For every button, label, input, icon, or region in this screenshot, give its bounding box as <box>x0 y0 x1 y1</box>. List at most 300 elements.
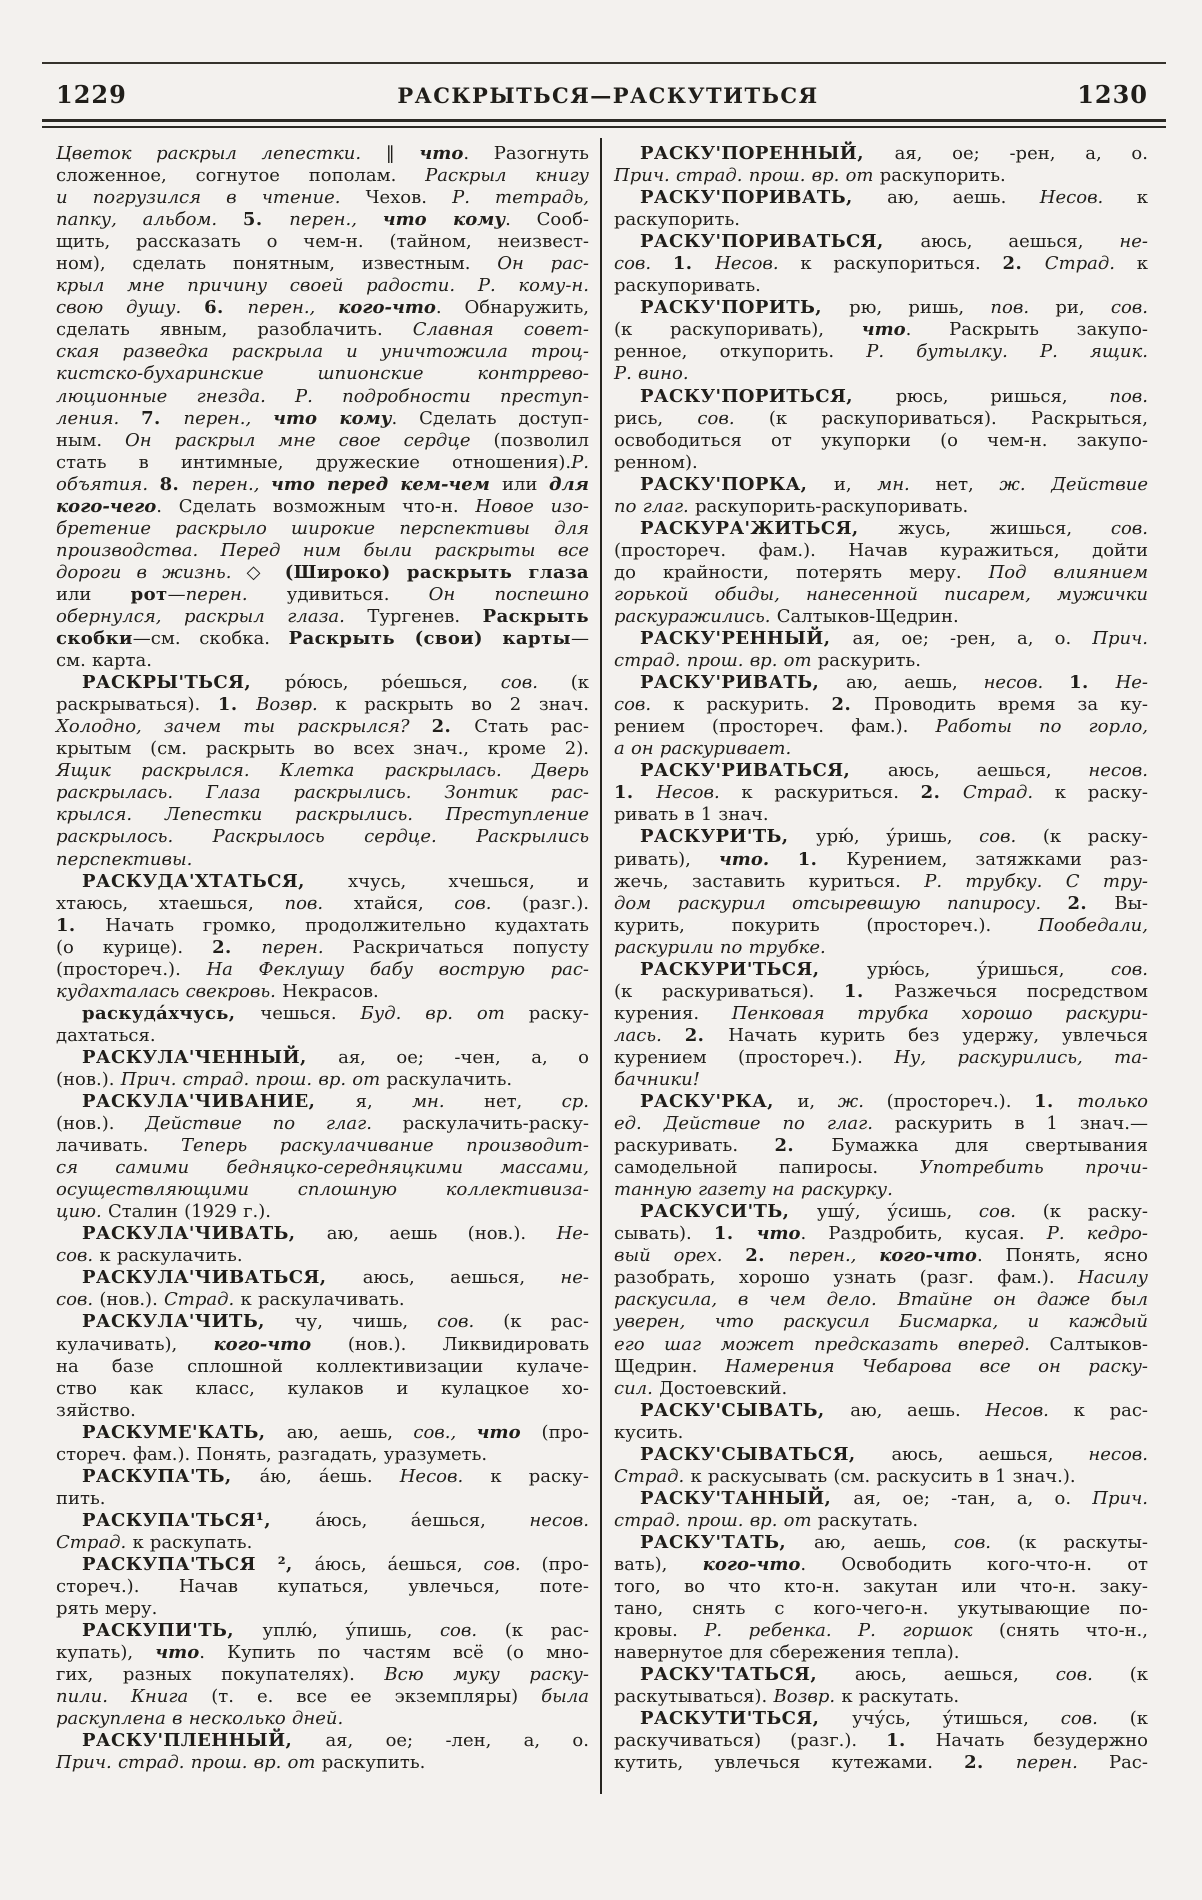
headword-or-sense-number: 2. <box>920 782 963 804</box>
headword-or-sense-number: РАСКУ'ТАТЬ, <box>640 1531 814 1553</box>
dictionary-line <box>56 893 589 915</box>
dictionary-line <box>614 1686 1148 1708</box>
text-segment: раскулачить-раску- <box>402 1113 589 1135</box>
dictionary-line <box>56 1730 589 1752</box>
dictionary-line <box>614 1157 1148 1179</box>
text-segment: несов. <box>1088 760 1148 782</box>
text-segment: ◇ <box>246 561 285 583</box>
text-segment: Раскричаться попусту <box>352 936 589 958</box>
text-segment: Р. вино. <box>614 363 689 385</box>
text-segment: сов. <box>437 1311 504 1333</box>
text-segment: жусь, жишься, <box>898 517 1111 539</box>
text-segment: . Разогнуть <box>463 143 589 164</box>
text-segment: танную газету на раскурку. <box>614 1179 893 1201</box>
headword-or-sense-number: РАСКУЛА'ЧИВАНИЕ, <box>82 1091 356 1113</box>
headword-or-sense-number: 1. <box>886 1730 936 1752</box>
dictionary-line <box>614 1730 1148 1752</box>
text-segment: аю, аешь, <box>286 1421 414 1443</box>
text-segment: что <box>419 143 464 164</box>
text-segment: рюсь, ришься, <box>895 385 1110 407</box>
text-segment: ро́юсь, ро́ешься, <box>284 672 501 694</box>
text-segment: его шаг может предсказать вперед. <box>614 1333 1050 1355</box>
dictionary-line <box>56 165 589 187</box>
dictionary-line <box>56 1245 589 1267</box>
text-segment: Ящик раскрылся. Клетка раскрылась. Дверь <box>56 760 589 782</box>
text-segment: уверен, что раскусил Бисмарка, и каждый <box>614 1311 1148 1333</box>
text-segment: (простореч.). <box>886 1091 1035 1113</box>
text-segment: аю, аешь, <box>814 1531 954 1553</box>
headword-or-sense-number: скобки <box>56 628 133 650</box>
dictionary-line <box>56 1554 589 1576</box>
text-segment: Р. <box>571 451 589 473</box>
text-segment: (нов.). <box>99 1289 165 1311</box>
text-segment: (к рас- <box>504 1620 589 1642</box>
text-segment: что <box>756 1223 801 1245</box>
dictionary-line <box>614 716 1148 738</box>
headword-or-sense-number: 1. <box>797 848 847 870</box>
text-segment: раскурили по трубке. <box>614 936 826 958</box>
headword-or-sense-number: 2. <box>431 716 475 738</box>
text-segment: пов. <box>1109 385 1148 407</box>
text-segment: самодельной папиросы. <box>614 1157 920 1179</box>
text-segment: купать), <box>56 1642 156 1664</box>
dictionary-line <box>614 386 1148 408</box>
text-segment: Ну, раскурились, та- <box>894 1046 1149 1068</box>
text-segment: Начать курить без удержу, увлечься <box>728 1024 1148 1046</box>
text-segment: объятия. <box>56 473 160 495</box>
text-segment: а́ю, а́ешь. <box>259 1465 400 1487</box>
text-segment: а он раскуривает. <box>614 738 792 760</box>
text-segment: что <box>861 319 906 341</box>
headword-or-sense-number: раскуда́хчусь, <box>82 1002 261 1024</box>
headword-or-sense-number: РАСКУ'ТАТЬСЯ, <box>640 1664 855 1686</box>
text-segment: Салтыков-Щедрин. <box>776 605 959 627</box>
text-segment: гих, разных покупателях). <box>56 1664 385 1686</box>
text-segment: аю, аешь. <box>887 187 1040 209</box>
text-segment: ренном). <box>614 451 698 473</box>
text-segment: сывать). <box>614 1223 714 1245</box>
text-segment: Р. трубку. С тру- <box>924 870 1148 892</box>
text-segment: Не- <box>1115 672 1148 694</box>
dictionary-line <box>614 915 1148 937</box>
text-segment: к раску- <box>490 1465 589 1487</box>
headword-or-sense-number: РАСКУ'ТАННЫЙ, <box>640 1487 854 1509</box>
dictionary-line <box>614 1091 1148 1113</box>
dictionary-line <box>56 1510 589 1532</box>
text-segment: к раскупориться. <box>800 253 1003 275</box>
dictionary-line <box>56 1620 589 1642</box>
text-segment: раскупорить. <box>614 209 741 231</box>
text-segment: Р. кедро- <box>1046 1223 1148 1245</box>
text-segment: что. <box>718 848 798 870</box>
text-segment: Несов. <box>1039 187 1137 209</box>
text-segment: . Понять, ясно <box>976 1245 1148 1267</box>
text-segment: нет, <box>483 1091 562 1113</box>
text-segment: . Сооб- <box>505 209 589 231</box>
text-segment: раскупорить. <box>879 165 1006 187</box>
text-segment: бретение раскрыло широкие перспективы для <box>56 517 589 539</box>
headword-or-sense-number: РАСКУДА'ХТАТЬСЯ, <box>82 870 348 892</box>
dictionary-line <box>56 253 589 275</box>
headword-or-sense-number: 8. <box>159 473 192 495</box>
text-segment: (разг.). <box>522 892 590 914</box>
text-segment: Начать громко, продолжительно кудахтать <box>105 914 589 936</box>
text-segment: раскуплена в несколько дней. <box>56 1708 344 1730</box>
text-segment: кусить. <box>614 1421 684 1443</box>
dictionary-line <box>614 1664 1148 1686</box>
text-segment: раскупоривать. <box>614 275 761 297</box>
headword-or-sense-number: РАСКУПА'ТЬСЯ ², <box>82 1554 315 1575</box>
text-segment: страд. прош. вр. от <box>614 1509 818 1531</box>
dictionary-line <box>614 187 1148 209</box>
dictionary-line <box>614 408 1148 430</box>
dictionary-line <box>614 1289 1148 1311</box>
headword-or-sense-number: (Широко) раскрыть глаза <box>284 561 589 583</box>
dictionary-line <box>614 893 1148 915</box>
dictionary-line <box>614 1334 1148 1356</box>
text-segment: перен. <box>1015 1752 1109 1774</box>
text-segment: (о курице). <box>56 936 213 958</box>
text-segment: Несов. <box>985 1399 1074 1421</box>
text-segment: к раскусывать (см. раскусить в 1 знач.). <box>690 1465 1076 1487</box>
dictionary-line <box>56 1091 589 1113</box>
text-segment: Страд. <box>56 1531 133 1553</box>
dictionary-line <box>614 319 1148 341</box>
text-segment: Работы по горло, <box>935 716 1148 738</box>
text-segment: по глаг. <box>614 495 695 517</box>
headword-or-sense-number: РАСКУЛА'ЧЕННЫЙ, <box>82 1046 339 1068</box>
headword-or-sense-number: 1. <box>1034 1091 1078 1113</box>
text-segment: крытым (см. раскрыть во всех знач., кроме 2). <box>56 738 589 760</box>
text-segment: Возвр. <box>773 1686 842 1708</box>
rule-line <box>42 126 1166 128</box>
dictionary-line <box>614 1113 1148 1135</box>
text-segment: осуществляющими сплошную коллективиза- <box>56 1179 589 1201</box>
text-segment: курить, покурить (простореч.). <box>614 914 1039 936</box>
dictionary-line <box>614 760 1148 782</box>
text-segment: и, <box>833 473 878 495</box>
text-segment: Возвр. <box>256 694 336 716</box>
text-segment: ривать в 1 знач. <box>614 804 769 826</box>
text-segment: Буд. вр. от <box>360 1002 529 1024</box>
text-segment: аю, аешь (нов.). <box>326 1223 557 1245</box>
text-segment: Пенковая трубка хорошо раскури- <box>731 1002 1148 1024</box>
dictionary-line <box>614 1223 1148 1245</box>
text-segment: раскурить в 1 знач.— <box>894 1113 1148 1135</box>
dictionary-line <box>56 1598 589 1620</box>
text-segment: Несов. <box>656 782 742 804</box>
dictionary-line <box>614 1201 1148 1223</box>
headword-or-sense-number: РАСКУМЕ'КАТЬ, <box>82 1421 287 1443</box>
dictionary-line <box>56 275 589 297</box>
headword-or-sense-number: РАСКУ'ПОРЕННЫЙ, <box>640 143 895 164</box>
dictionary-line <box>614 143 1148 165</box>
text-segment: к раскурить. <box>673 694 832 716</box>
dictionary-line <box>56 1642 589 1664</box>
dictionary-line <box>614 341 1148 363</box>
text-segment: Курением, затяжками раз- <box>846 848 1149 870</box>
text-segment: сложенное, согнутое пополам. <box>56 165 426 187</box>
text-segment: перен., <box>183 407 274 429</box>
text-segment: Пообедали, <box>1038 914 1148 936</box>
text-segment: Разжечься посредством <box>894 980 1148 1002</box>
text-segment: — <box>167 583 186 605</box>
headword-or-sense-number: 2. <box>1067 892 1115 914</box>
text-segment: сов. <box>1110 517 1148 539</box>
dictionary-line <box>56 1069 589 1091</box>
headword-or-sense-number: 2. <box>774 1135 832 1157</box>
text-segment: страд. прош. вр. от <box>614 650 818 672</box>
text-segment: Рас- <box>1108 1752 1148 1774</box>
text-segment: Тургенев. <box>367 605 483 627</box>
dictionary-line <box>56 1113 589 1135</box>
text-segment: Достоевский. <box>659 1377 788 1399</box>
text-segment: Прич. страд. прош. вр. от <box>120 1068 387 1090</box>
dictionary-line <box>614 1422 1148 1444</box>
dictionary-line <box>56 1047 589 1069</box>
text-segment: сов. <box>1110 958 1148 980</box>
headword-or-sense-number: РАСКУ'РЕННЫЙ, <box>640 628 853 650</box>
dictionary-line <box>614 209 1148 231</box>
text-segment: раскутать. <box>817 1509 919 1531</box>
dictionary-line <box>56 430 589 452</box>
text-segment: ренное, откупорить. <box>614 341 867 363</box>
headword-or-sense-number: РАСКУ'РИВАТЬ, <box>640 672 846 694</box>
text-segment: (к раску- <box>1042 826 1148 848</box>
text-segment: перен., <box>191 473 271 495</box>
text-segment: (к раскупориваться). Раскрыться, <box>768 407 1148 429</box>
text-segment: крыл мне причину своей радости. Р. кому-н. <box>56 275 589 297</box>
dictionary-line <box>56 408 589 430</box>
text-segment: была <box>541 1686 589 1708</box>
running-head: РАСКРЫТЬСЯ—РАСКУТИТЬСЯ <box>397 83 819 108</box>
dictionary-line <box>56 1708 589 1730</box>
dictionary-line <box>614 694 1148 716</box>
dictionary-line <box>56 628 589 650</box>
dictionary-line <box>614 1179 1148 1201</box>
headword-or-sense-number: 1. <box>713 1223 757 1245</box>
dictionary-line <box>56 650 589 672</box>
text-segment: (простореч.). <box>56 958 207 980</box>
headword-or-sense-number: 1. <box>1069 672 1116 694</box>
dictionary-line <box>56 1444 589 1466</box>
dictionary-line <box>614 253 1148 275</box>
headword-or-sense-number: 2. <box>212 936 262 958</box>
text-segment: дахтаться. <box>56 1024 156 1046</box>
headword-or-sense-number: РАСКУСИ'ТЬ, <box>640 1201 817 1223</box>
headword-or-sense-number: 1. <box>217 694 257 716</box>
text-segment: зяйство. <box>56 1399 136 1421</box>
text-segment: до крайности, потерять меру. <box>614 561 989 583</box>
text-segment: ‖ <box>385 143 420 164</box>
text-segment: тано, снять с кого-чего-н. укутывающие по- <box>614 1598 1148 1620</box>
text-segment: аю, аешь. <box>850 1399 986 1421</box>
text-segment: сов. <box>483 1554 542 1575</box>
dictionary-line <box>56 959 589 981</box>
text-segment: того, во что кто-н. закутан или что-н. заку- <box>614 1576 1148 1598</box>
headword-or-sense-number: РАСКУПА'ТЬ, <box>82 1465 260 1487</box>
dictionary-line <box>56 518 589 540</box>
top-rule <box>42 62 1166 64</box>
dictionary-line <box>56 804 589 826</box>
dictionary-line <box>614 1025 1148 1047</box>
headword-or-sense-number: РАСКУ'ПОРИВАТЬСЯ, <box>640 231 921 253</box>
text-segment: разобрать, хорошо узнать (разг. фам.). <box>614 1267 1078 1289</box>
text-segment: курением (простореч.). <box>614 1046 895 1068</box>
text-segment: Теперь раскулачивание производит- <box>180 1135 589 1157</box>
text-segment: (нов.). <box>56 1068 121 1090</box>
headword-or-sense-number: РАСКУ'ПОРКА, <box>640 473 834 495</box>
dictionary-line <box>56 187 589 209</box>
dictionary-line <box>614 981 1148 1003</box>
text-segment: стореч. фам.). Понять, разгадать, уразуметь. <box>56 1443 488 1465</box>
dictionary-line <box>56 1400 589 1422</box>
text-segment: что кому <box>382 209 506 231</box>
text-segment: Несов. <box>715 253 801 275</box>
text-segment: кутить, увлечься кутежами. <box>614 1752 965 1774</box>
dictionary-line <box>56 1267 589 1289</box>
dictionary-line <box>614 804 1148 826</box>
dictionary-line <box>56 1378 589 1400</box>
text-segment: лась. <box>614 1024 685 1046</box>
text-segment: перен., <box>788 1245 880 1267</box>
text-segment: пов. <box>990 297 1056 319</box>
dictionary-line <box>56 915 589 937</box>
text-segment: аюсь, аешься, <box>362 1267 561 1289</box>
text-segment: раскусила, в чем дело. Втайне он даже был <box>614 1289 1148 1311</box>
dictionary-line <box>56 782 589 804</box>
text-segment: к <box>1136 187 1148 209</box>
dictionary-line <box>614 826 1148 848</box>
dictionary-line <box>614 1378 1148 1400</box>
dictionary-line <box>614 871 1148 893</box>
text-segment: кровы. <box>614 1620 705 1642</box>
text-segment: я, <box>355 1091 413 1113</box>
text-segment: перспективы. <box>56 848 193 870</box>
text-segment: Холодно, зачем ты раскрылся? <box>56 716 432 738</box>
dictionary-line <box>56 738 589 760</box>
text-segment: что кому <box>273 407 392 429</box>
dictionary-line <box>56 209 589 231</box>
text-segment: кудахталась свекровь. <box>56 980 283 1002</box>
text-segment: (т. е. все ее экземпляры) <box>211 1686 542 1708</box>
text-segment: вать), <box>614 1554 703 1575</box>
text-segment: (к <box>1129 1708 1148 1730</box>
dictionary-line <box>56 297 589 319</box>
text-segment: а́юсь, а́ешься, <box>315 1509 530 1531</box>
headword-or-sense-number: РАСКУ'СЫВАТЬ, <box>640 1399 851 1421</box>
text-segment: ления. <box>56 407 142 429</box>
dictionary-line <box>614 1752 1148 1774</box>
header-double-rule <box>42 119 1166 128</box>
headword-or-sense-number: 7. <box>141 407 184 429</box>
dictionary-line <box>614 496 1148 518</box>
text-segment: мн. <box>412 1091 484 1113</box>
headword-or-sense-number: 1. <box>614 782 657 804</box>
text-segment: раскулачить. <box>386 1068 513 1090</box>
dictionary-line <box>614 1003 1148 1025</box>
dictionary-line <box>614 1356 1148 1378</box>
text-segment: Не- <box>556 1223 589 1245</box>
dictionary-line <box>614 672 1148 694</box>
text-segment: Щедрин. <box>614 1355 726 1377</box>
text-segment: кого-что <box>879 1245 977 1267</box>
dictionary-line <box>56 1532 589 1554</box>
text-segment: Он раскрыл мне свое сердце <box>125 429 494 451</box>
headword-or-sense-number: 2. <box>964 1752 1016 1774</box>
text-segment: к раскрыть во 2 знач. <box>335 694 590 716</box>
text-segment: сов. <box>1055 1664 1130 1686</box>
dictionary-line <box>56 1025 589 1047</box>
text-segment: раскутываться). <box>614 1686 774 1708</box>
dictionary-line <box>614 363 1148 385</box>
text-segment: (нов.). <box>56 1113 146 1135</box>
rule-line <box>42 119 1166 122</box>
dictionary-line <box>614 782 1148 804</box>
dictionary-line <box>614 849 1148 871</box>
dictionary-line <box>614 1245 1148 1267</box>
dictionary-line <box>56 1334 589 1356</box>
dictionary-line <box>614 1510 1148 1532</box>
text-segment: раскупорить-раскупоривать. <box>694 495 969 517</box>
dictionary-line <box>56 1576 589 1598</box>
text-segment: лачивать. <box>56 1135 181 1157</box>
text-segment: сов. <box>56 1289 100 1311</box>
dictionary-line <box>614 1642 1148 1664</box>
text-segment: бачники! <box>614 1068 700 1090</box>
headword-or-sense-number: РАСКУ'ПОРИВАТЬ, <box>640 187 888 209</box>
text-segment: . Раздробить, кусая. <box>800 1223 1047 1245</box>
dictionary-line <box>56 1466 589 1488</box>
text-segment: сов. <box>1110 297 1148 319</box>
text-segment: раскрылось. Раскрылось сердце. Раскрылись <box>56 826 589 848</box>
text-segment: и погрузился в чтение. <box>56 187 366 209</box>
text-segment: ным. <box>56 429 125 451</box>
dictionary-line <box>56 937 589 959</box>
dictionary-line <box>56 871 589 893</box>
text-segment: Славная совет- <box>412 319 589 341</box>
text-segment: ж. Действие <box>999 473 1148 495</box>
text-segment: несов. <box>983 672 1070 694</box>
dictionary-line <box>614 1576 1148 1598</box>
dictionary-line <box>614 297 1148 319</box>
text-segment: к раску- <box>1054 782 1148 804</box>
dictionary-line <box>56 143 589 165</box>
dictionary-line <box>56 760 589 782</box>
text-segment: раскупить. <box>321 1752 426 1774</box>
text-segment: Прич. страд. прош. вр. от <box>614 165 880 187</box>
dictionary-line <box>56 474 589 496</box>
text-segment: . Освободить кого-что-н. от <box>800 1554 1148 1575</box>
dictionary-line <box>56 562 589 584</box>
text-segment: Вы- <box>1114 892 1148 914</box>
dictionary-line <box>614 1047 1148 1069</box>
text-segment: На Феклушу бабу вострую рас- <box>206 958 589 980</box>
text-segment: раскурить. <box>817 650 921 672</box>
dictionary-line <box>56 452 589 474</box>
headword-or-sense-number: РАСКРЫ'ТЬСЯ, <box>82 672 285 694</box>
text-segment: пов. <box>284 892 354 914</box>
text-segment: ая, ое; -чен, а, о <box>338 1046 589 1068</box>
text-segment: (к <box>1129 1664 1148 1686</box>
dictionary-line <box>56 716 589 738</box>
dictionary-line <box>56 1311 589 1333</box>
text-segment: Страд. <box>962 782 1055 804</box>
text-segment: кого-чего <box>56 495 157 517</box>
dictionary-line <box>56 849 589 871</box>
text-segment: цию. <box>56 1201 108 1223</box>
text-segment: . Сделать возможным что-н. <box>156 495 476 517</box>
